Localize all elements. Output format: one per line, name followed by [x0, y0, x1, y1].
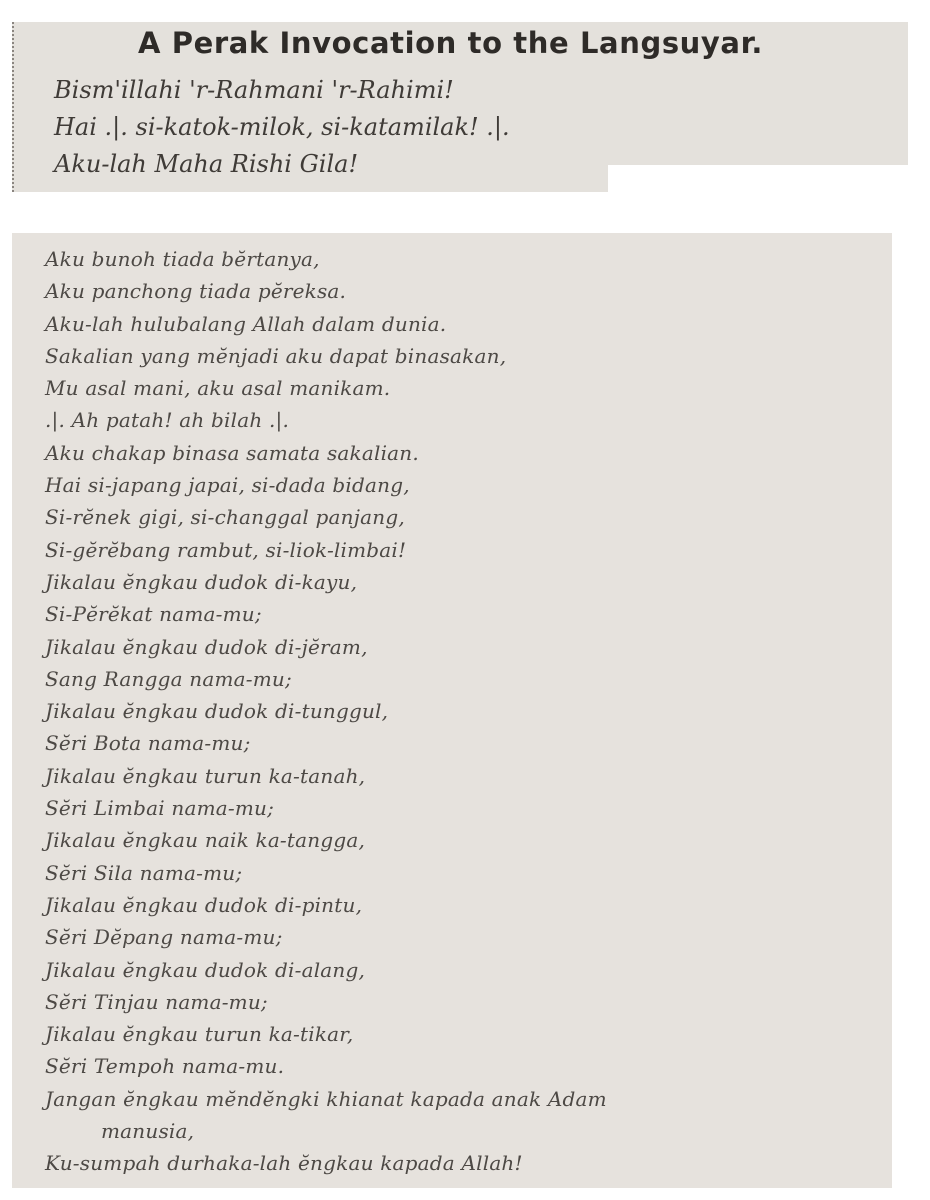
verse-line: Sĕri Sila nama-mu; — [45, 860, 243, 885]
verse-line: Jikalau ĕngkau dudok di-kayu, — [45, 569, 358, 594]
invocation-line: Aku-lah Maha Rishi Gila! — [54, 150, 359, 178]
verse-line: Jikalau ĕngkau dudok di-tunggul, — [45, 699, 389, 724]
verse-line: Jikalau ĕngkau turun ka-tanah, — [45, 763, 366, 788]
verse-line: Si-Pĕrĕkat nama-mu; — [45, 602, 262, 627]
verse-line: Jikalau ĕngkau dudok di-alang, — [45, 957, 366, 982]
verse-line: Aku bunoh tiada bĕrtanya, — [45, 247, 320, 271]
verse-line: Sĕri Tinjau nama-mu; — [45, 989, 268, 1014]
verse-line: Jikalau ĕngkau naik ka-tangga, — [45, 828, 366, 853]
verse-line: Mu asal mani, aku asal manikam. — [45, 376, 391, 401]
page-title: A Perak Invocation to the Langsuyar. — [138, 26, 763, 60]
verse-line: Sang Rangga nama-mu; — [45, 666, 292, 691]
verse-line: Aku chakap binasa samata sakalian. — [45, 440, 419, 465]
verse-line: Si-rĕnek gigi, si-changgal panjang, — [45, 505, 405, 530]
invocation-opening — [54, 72, 510, 183]
verse-line: Sĕri Tempoh nama-mu. — [45, 1054, 285, 1079]
verse-line: Jikalau ĕngkau dudok di-pintu, — [45, 892, 363, 917]
verse-line: Ku-sumpah durhaka-lah ĕngkau kapada Allah! — [45, 1151, 523, 1176]
verse-line: Jikalau ĕngkau dudok di-jĕram, — [45, 634, 368, 659]
verse-line-continuation: manusia, — [101, 1119, 195, 1144]
verse-line: Sĕri Dĕpang nama-mu; — [45, 925, 283, 950]
invocation-line: Bism'illahi 'r-Rahmani 'r-Rahimi! — [54, 76, 454, 104]
verse-line: Sĕri Limbai nama-mu; — [45, 796, 275, 821]
verse-line: Sakalian yang mĕnjadi aku dapat binasakan, — [45, 343, 507, 368]
verse-line: Jangan ĕngkau mĕndĕngki khianat kapada anak Adam — [45, 1086, 607, 1111]
invocation-line: Hai .|. si-katok-milok, si-katamilak! .|. — [54, 113, 510, 141]
verse-line: Aku panchong tiada pĕreksa. — [45, 279, 347, 304]
verse-line: Sĕri Bota nama-mu; — [45, 731, 251, 756]
torn-edge-divider — [12, 22, 14, 192]
verse-line: Jikalau ĕngkau turun ka-tikar, — [45, 1022, 354, 1047]
verse-line: Hai si-japang japai, si-dada bidang, — [45, 473, 410, 498]
verse-line: Si-gĕrĕbang rambut, si-liok-limbai! — [45, 537, 407, 562]
verse-body — [45, 243, 607, 1180]
verse-line: Aku-lah hulubalang Allah dalam dunia. — [45, 311, 447, 336]
verse-clipping — [12, 233, 892, 1188]
verse-line: .|. Ah patah! ah bilah .|. — [45, 408, 290, 433]
